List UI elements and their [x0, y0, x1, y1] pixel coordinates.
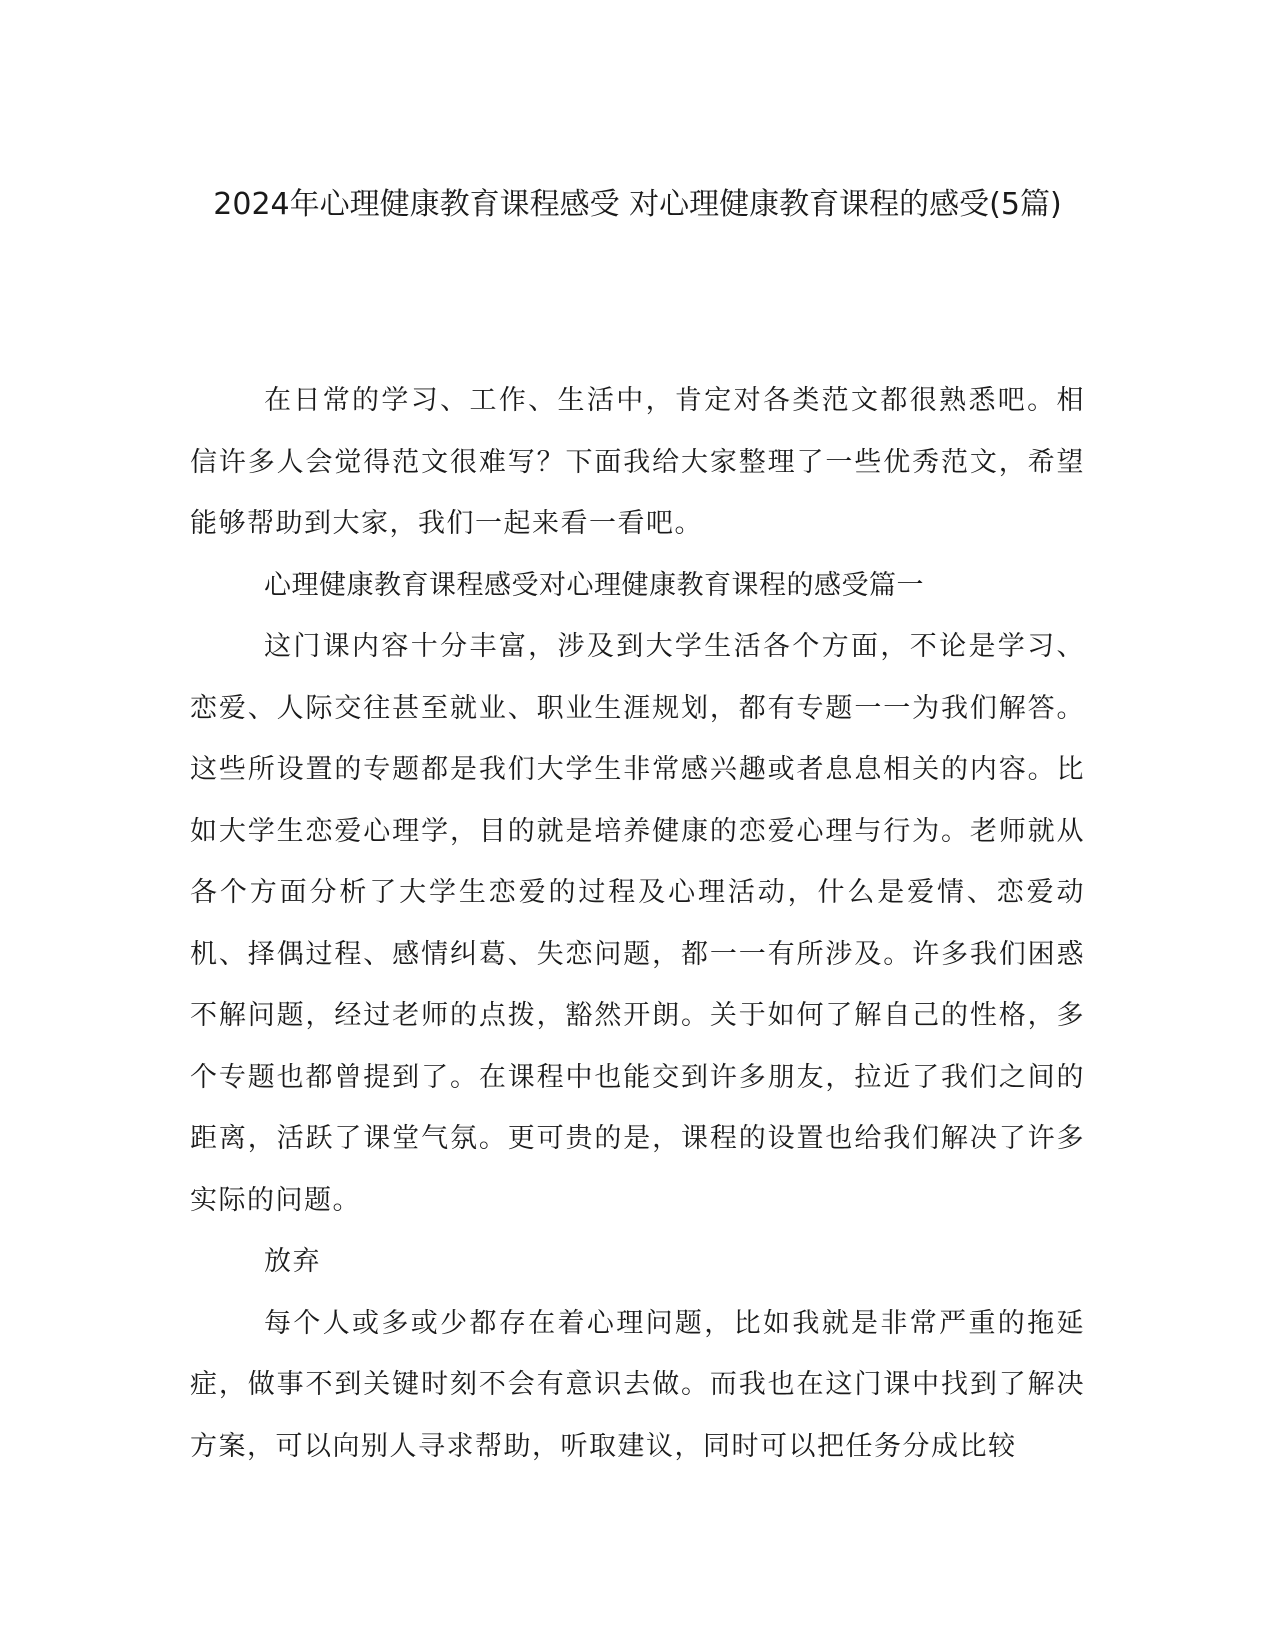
body-paragraph: 每个人或多或少都存在着心理问题，比如我就是非常严重的拖延症，做事不到关键时刻不会有意识去做。而我也在这门课中找到了解决方案，可以向别人寻求帮助，听取建议，同时可以把任务分成比较 — [190, 1307, 1085, 1462]
subheading-paragraph: 放弃 — [264, 1246, 321, 1277]
document-body — [190, 370, 1085, 1477]
body-paragraph: 这门课内容十分丰富，涉及到大学生活各个方面，不论是学习、恋爱、人际交往甚至就业、职业生涯规划，都有专题一一为我们解答。这些所设置的专题都是我们大学生非常感兴趣或者息息相关的内容。比如大学生恋爱心理学，目的就是培养健康的恋爱心理与行为。老师就从各个方面分析了大学生恋爱的过程及心理活动，什么是爱情、恋爱动机、择偶过程、感情纠葛、失恋问题，都一一有所涉及。许多我们困惑不解问题，经过老师的点拨，豁然开朗。关于如何了解自己的性格，多个专题也都曾提到了。在课程中也能交到许多朋友，拉近了我们之间的距离，活跃了课堂气氛。更可贵的是，课程的设置也给我们解决了许多实际的问题。 — [190, 631, 1085, 1216]
section-heading: 心理健康教育课程感受对心理健康教育课程的感受篇一 — [264, 569, 924, 601]
intro-paragraph: 在日常的学习、工作、生活中，肯定对各类范文都很熟悉吧。相信许多人会觉得范文很难写？下面我给大家整理了一些优秀范文，希望能够帮助到大家，我们一起来看一看吧。 — [190, 385, 1085, 539]
document-title: 2024年心理健康教育课程感受 对心理健康教育课程的感受(5篇) — [213, 187, 1062, 222]
